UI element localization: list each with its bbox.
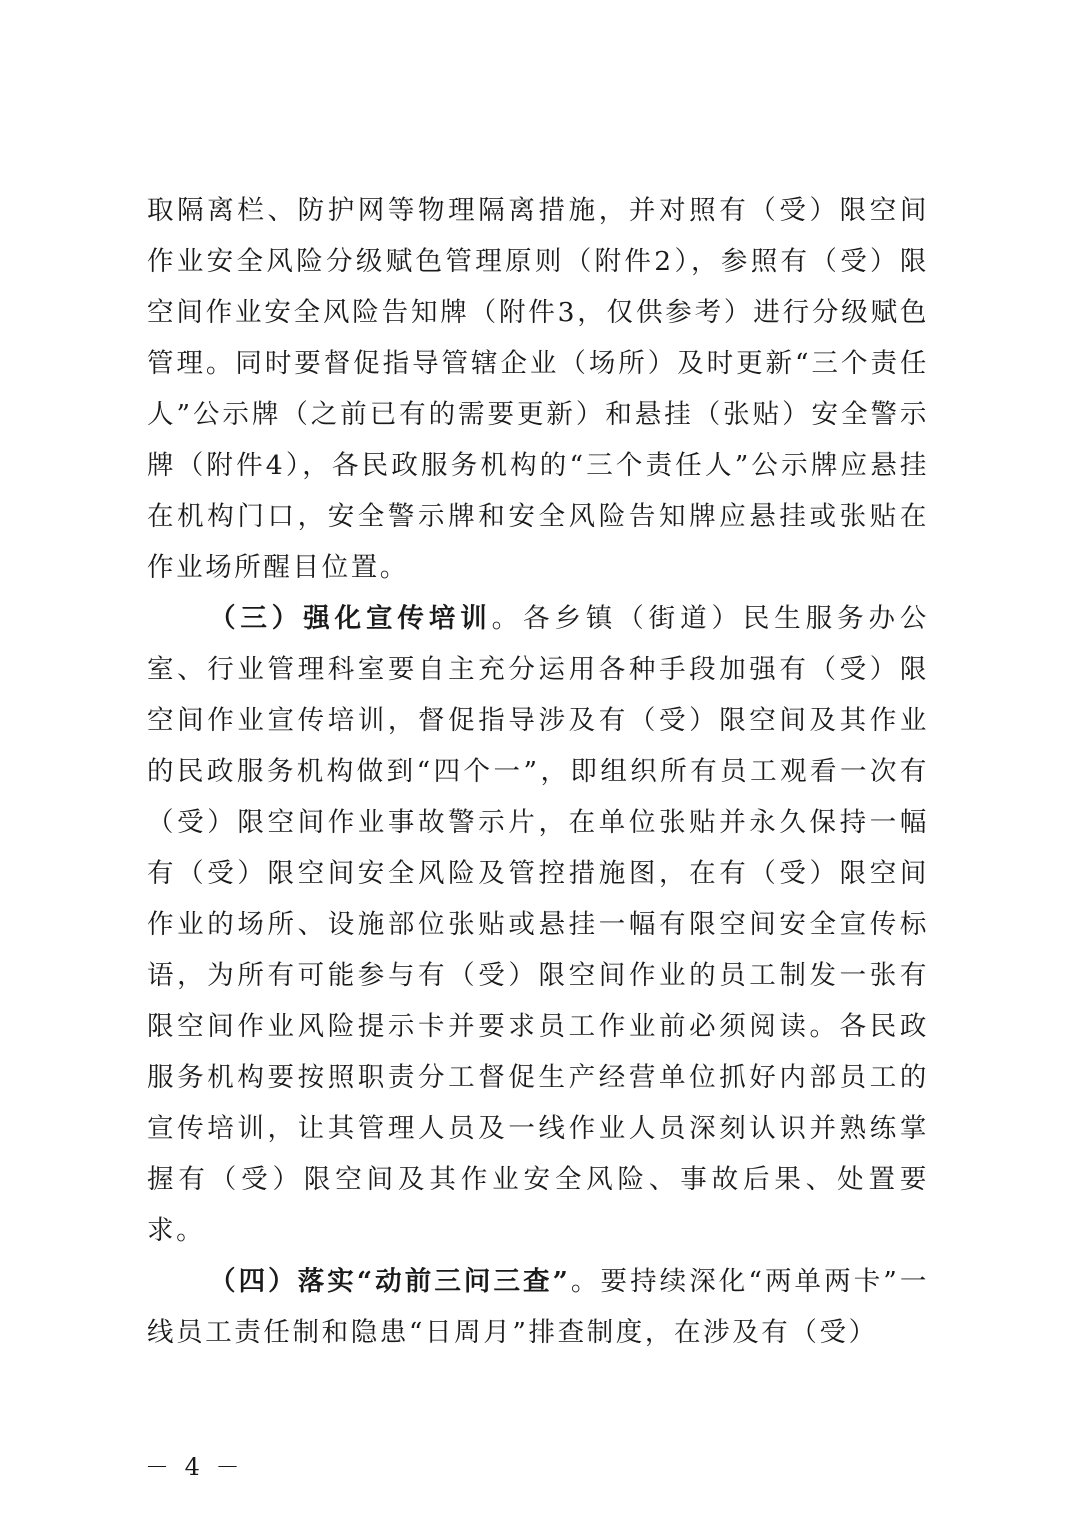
section-heading-3: （三）强化宣传培训	[209, 603, 492, 634]
paragraph-1-text: 取隔离栏、防护网等物理隔离措施，并对照有（受）限空间作业安全风险分级赋色管理原则（附件2），参照有（受）限空间作业安全风险告知牌（附件3，仅供参考）进行分级赋色管理。同时要督促指导管辖企业（场所）及时更新“三个责任人”公示牌（之前已有的需要更新）和悬挂（张贴）安全警示牌（附件4），各民政服务机构的“三个责任人”公示牌应悬挂在机构门口，安全警示牌和安全风险告知牌应悬挂或张贴在作业场所醒目位置。	[147, 195, 929, 583]
paragraph-2	[147, 593, 929, 1256]
paragraph-1	[147, 185, 929, 593]
page-number: － 4 －	[145, 1453, 244, 1481]
paragraph-2-text: 。各乡镇（街道）民生服务办公室、行业管理科室要自主充分运用各种手段加强有（受）限空间作业宣传培训，督促指导涉及有（受）限空间及其作业的民政服务机构做到“四个一”，即组织所有员工观看一次有（受）限空间作业事故警示片，在单位张贴并永久保持一幅有（受）限空间安全风险及管控措施图，在有（受）限空间作业的场所、设施部位张贴或悬挂一幅有限空间安全宣传标语，为所有可能参与有（受）限空间作业的员工制发一张有限空间作业风险提示卡并要求员工作业前必须阅读。各民政服务机构要按照职责分工督促生产经营单位抓好内部员工的宣传培训，让其管理人员及一线作业人员深刻认识并熟练掌握有（受）限空间及其作业安全风险、事故后果、处置要求。	[147, 603, 929, 1246]
paragraph-3-text: 。要持续深化“两单两卡”一线员工责任制和隐患“日周月”排查制度，在涉及有（受）	[147, 1266, 929, 1348]
section-heading-4: （四）落实“动前三问三查”	[209, 1266, 571, 1297]
document-body	[147, 185, 929, 1358]
paragraph-3	[147, 1256, 929, 1358]
